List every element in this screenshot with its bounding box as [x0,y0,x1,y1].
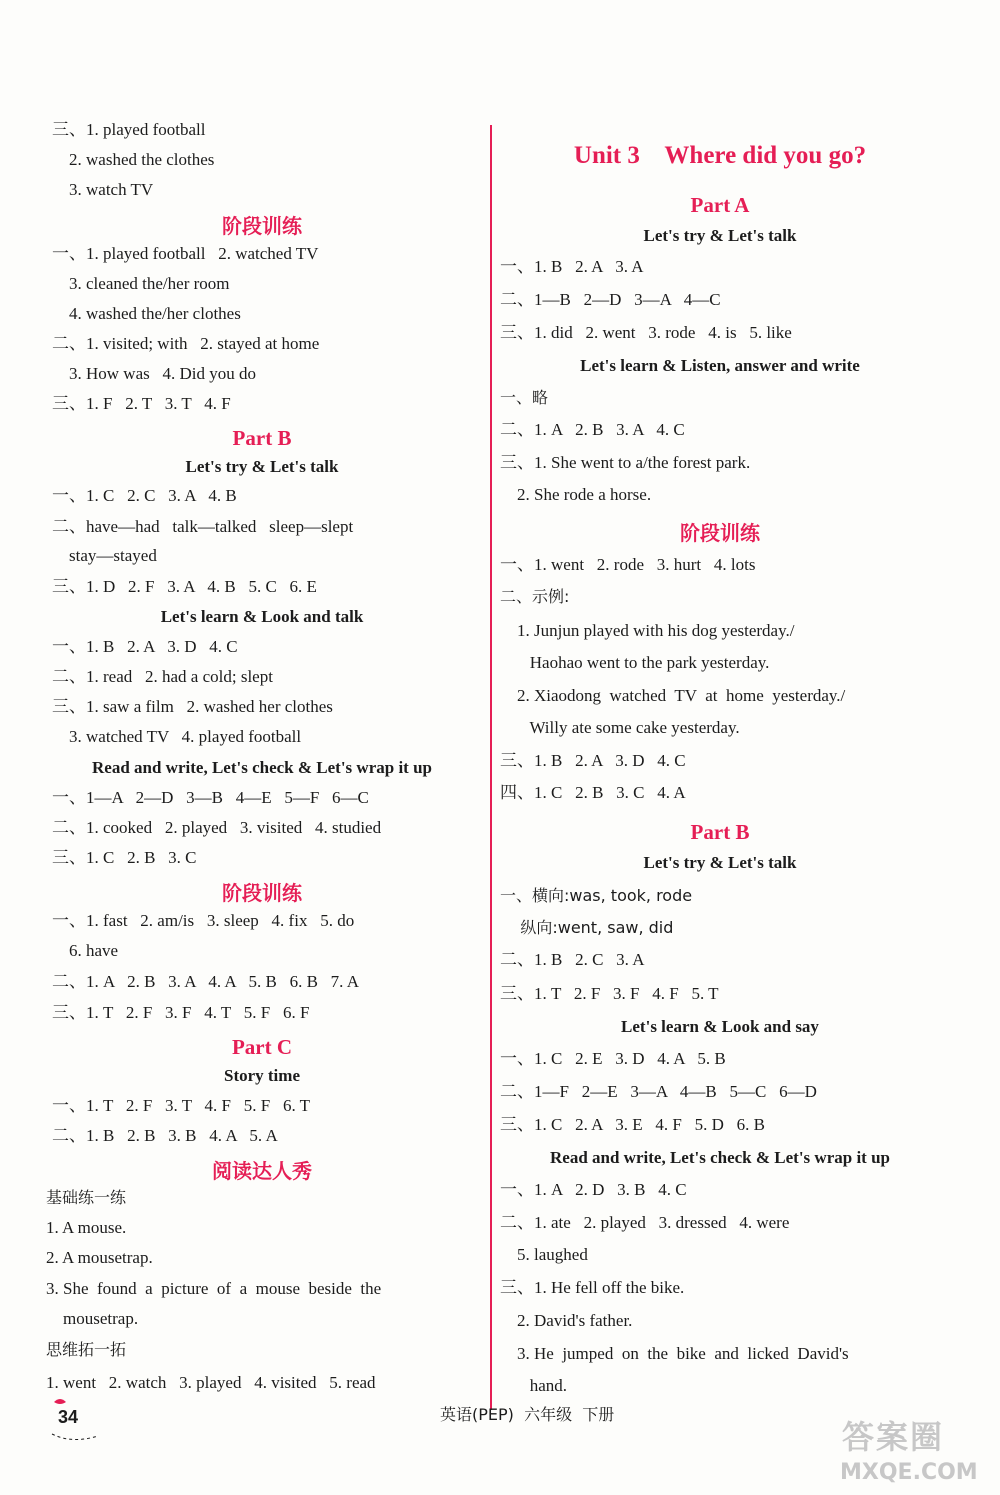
page-number: 34 [58,1407,79,1427]
answer-line: 三、1. D 2. F 3. A 4. B 5. C 6. E [52,577,317,596]
answer-line: 二、1. B 2. C 3. A [500,950,645,969]
answer-line: 2. She rode a horse. [500,485,652,504]
answer-line: 二、1. ate 2. played 3. dressed 4. were [500,1213,790,1232]
answer-line: 三、1. saw a film 2. washed her clothes [52,697,333,716]
unit-title: Unit 3 Where did you go? [573,142,867,169]
answer-line: 二、1. A 2. B 3. A 4. C [500,420,685,439]
answer-line: 3. She found a picture of a mouse beside the [46,1279,382,1298]
watermark-url: MXQE.COM [840,1460,978,1485]
answer-line: 3. watched TV 4. played football [52,727,302,746]
exercise-label: 基础练一练 [46,1188,127,1207]
book-title: 英语(PEP) 六年级 下册 [440,1405,615,1424]
answer-line: hand. [500,1376,568,1395]
answer-line: 4. washed the/her clothes [52,304,241,323]
answer-line: 3. How was 4. Did you do [52,364,256,383]
answer-line: 三、1. C 2. A 3. E 4. F 5. D 6. B [500,1115,765,1134]
answer-line: 1. Junjun played with his dog yesterday./ [500,621,795,640]
answer-line: 二、1. cooked 2. played 3. visited 4. studied [52,818,382,837]
answer-line: 四、1. C 2. B 3. C 4. A [500,783,686,802]
answer-line: 二、示例: [500,587,570,606]
subsection-heading: Story time [223,1066,300,1085]
answer-line: Haohao went to the park yesterday. [500,653,770,672]
subsection-heading: Let's try & Let's talk [643,226,797,245]
section-heading: 阶段训练 [680,521,760,545]
part-heading: Part C [231,1035,293,1059]
answer-line: 二、1. read 2. had a cold; slept [52,667,273,686]
answer-line: 一、略 [500,388,549,407]
answer-line: 一、1. fast 2. am/is 3. sleep 4. fix 5. do [52,911,355,930]
subsection-heading: Read and write, Let's check & Let's wrap it up [550,1148,890,1167]
answer-line: 三、1. He fell off the bike. [500,1278,685,1297]
answer-line: 一、1. went 2. rode 3. hurt 4. lots [500,555,756,574]
answer-line: 2. A mousetrap. [46,1248,153,1267]
answer-line: 2. David's father. [500,1311,633,1330]
answer-line: 二、1—B 2—D 3—A 4—C [500,290,721,309]
answer-line: 三、1. T 2. F 3. F 4. T 5. F 6. F [52,1003,310,1022]
answer-line: 二、1—F 2—E 3—A 4—B 5—C 6—D [500,1082,817,1101]
answer-line: 三、1. T 2. F 3. F 4. F 5. T [500,984,719,1003]
answer-line: 一、1. B 2. A 3. D 4. C [52,637,238,656]
answer-line: 一、1. T 2. F 3. T 4. F 5. F 6. T [52,1096,311,1115]
answer-line: 三、1. F 2. T 3. T 4. F [52,394,231,413]
watermark-text: 答案圈 [842,1418,945,1456]
watermark [838,1412,988,1492]
answer-line: 一、1. B 2. A 3. A [500,257,644,276]
answer-line: 二、have—had talk—talked sleep—slept [52,517,354,536]
section-heading: 阅读达人秀 [212,1159,312,1183]
section-heading: 阶段训练 [222,881,302,905]
answer-line: 5. laughed [500,1245,588,1264]
part-heading: Part B [232,426,292,450]
answer-line: 2. Xiaodong watched TV at home yesterday./ [500,686,846,705]
answer-line: 一、1. C 2. C 3. A 4. B [52,486,237,505]
answer-line: stay—stayed [52,546,157,565]
answer-line: 1. A mouse. [46,1218,127,1237]
answer-line: 三、1. played football [52,120,206,139]
answer-line: 一、1. C 2. E 3. D 4. A 5. B [500,1049,726,1068]
answer-line: Willy ate some cake yesterday. [500,718,740,737]
answer-line: 二、1. B 2. B 3. B 4. A 5. A [52,1126,278,1145]
answer-line: 3. watch TV [52,180,154,199]
answer-line: 1. went 2. watch 3. played 4. visited 5. read [46,1373,376,1392]
section-heading: 阶段训练 [222,214,302,238]
answer-line: 一、1. played football 2. watched TV [52,244,319,263]
answer-line: 3. He jumped on the bike and licked David's [500,1344,849,1363]
part-heading: Part A [690,193,750,217]
subsection-heading: Let's learn & Listen, answer and write [580,356,860,375]
answer-line: 纵向:went, saw, did [500,918,674,937]
answer-line: 6. have [52,941,119,960]
answer-line: 二、1. visited; with 2. stayed at home [52,334,320,353]
subsection-heading: Let's try & Let's talk [643,853,797,872]
part-heading: Part B [690,820,750,844]
answer-line: 3. cleaned the/her room [52,274,230,293]
answer-line: 三、1. She went to a/the forest park. [500,453,751,472]
answer-line: 三、1. B 2. A 3. D 4. C [500,751,686,770]
answer-line: 三、1. did 2. went 3. rode 4. is 5. like [500,323,792,342]
answer-line: 一、1. A 2. D 3. B 4. C [500,1180,687,1199]
answer-line: 一、横向:was, took, rode [500,886,693,905]
column-divider [490,125,492,1410]
subsection-heading: Read and write, Let's check & Let's wrap it up [92,758,432,777]
subsection-heading: Let's learn & Look and say [621,1017,819,1036]
answer-line: 2. washed the clothes [52,150,215,169]
subsection-heading: Let's try & Let's talk [185,457,339,476]
answer-line: 三、1. C 2. B 3. C [52,848,197,867]
answer-line: 二、1. A 2. B 3. A 4. A 5. B 6. B 7. A [52,972,359,991]
answer-line: 一、1—A 2—D 3—B 4—E 5—F 6—C [52,788,369,807]
subsection-heading: Let's learn & Look and talk [160,607,364,626]
answer-line: mousetrap. [46,1309,139,1328]
exercise-label: 思维拓一拓 [46,1340,127,1359]
